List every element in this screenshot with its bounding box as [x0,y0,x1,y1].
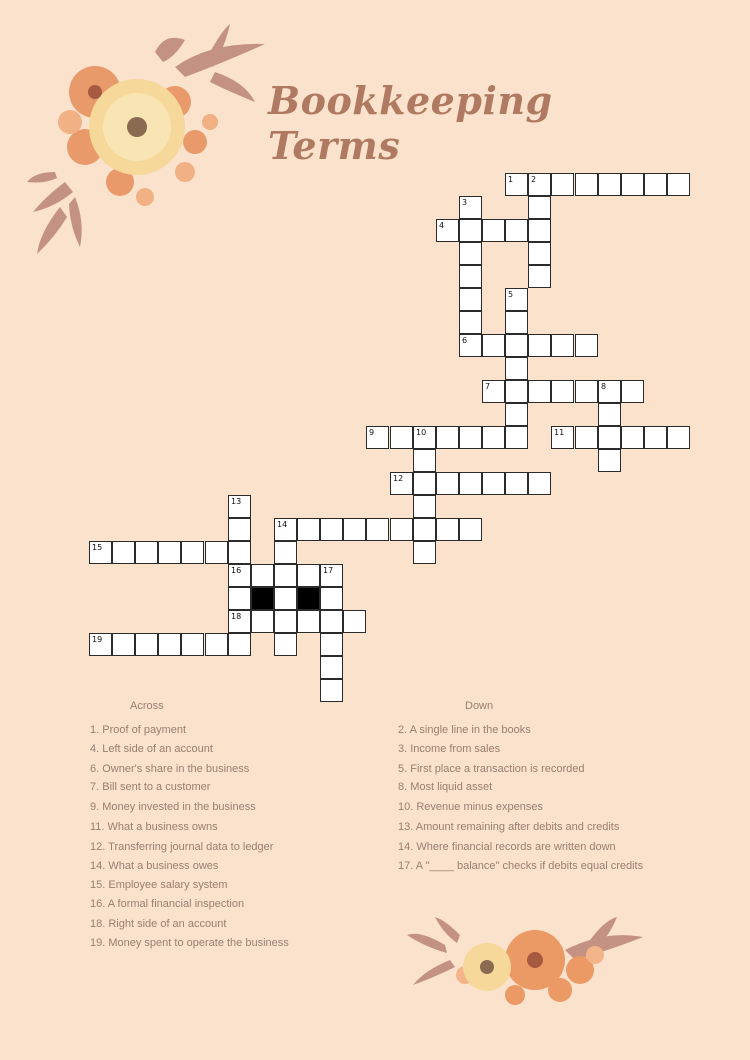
grid-cell[interactable] [621,173,644,196]
grid-cell[interactable] [575,426,598,449]
grid-cell[interactable] [413,518,436,541]
grid-cell[interactable] [575,334,598,357]
grid-cell[interactable] [228,518,251,541]
grid-cell[interactable] [274,518,297,541]
grid-cell[interactable] [598,426,621,449]
grid-cell[interactable] [158,633,181,656]
grid-cell[interactable] [528,242,551,265]
grid-cell[interactable] [343,518,366,541]
down-heading: Down [465,700,494,712]
grid-cell[interactable] [644,426,667,449]
grid-cell[interactable] [598,380,621,403]
grid-cell[interactable] [181,541,204,564]
grid-cell[interactable] [482,472,505,495]
grid-cell[interactable] [667,173,690,196]
grid-cell[interactable] [274,610,297,633]
down-clue: 3. Income from sales [398,743,501,755]
grid-cell[interactable] [112,633,135,656]
grid-cell[interactable] [297,610,320,633]
grid-cell[interactable] [459,288,482,311]
grid-cell[interactable] [228,587,251,610]
cell-number: 2 [531,175,537,184]
grid-cell[interactable] [482,426,505,449]
across-clue: 16. A formal financial inspection [90,898,245,910]
across-clue: 9. Money invested in the business [90,801,256,813]
grid-cell[interactable] [505,380,528,403]
grid-cell[interactable] [112,541,135,564]
grid-cell[interactable] [390,518,413,541]
cell-number: 15 [92,543,103,552]
down-clue: 5. First place a transaction is recorded [398,763,585,775]
grid-cell[interactable] [459,472,482,495]
grid-cell[interactable] [459,242,482,265]
cell-number: 18 [231,612,242,621]
cell-number: 4 [439,221,445,230]
grid-cell[interactable] [320,633,343,656]
across-clue: 14. What a business owes [90,860,219,872]
grid-cell[interactable] [320,679,343,702]
grid-cell[interactable] [528,472,551,495]
down-clue: 8. Most liquid asset [398,781,493,793]
grid-cell[interactable] [251,610,274,633]
grid-cell[interactable] [459,219,482,242]
grid-cell[interactable] [320,564,343,587]
across-clue: 19. Money spent to operate the business [90,937,289,949]
grid-cell[interactable] [297,518,320,541]
grid-cell[interactable] [390,426,413,449]
cell-number: 3 [462,198,468,207]
across-clue: 11. What a business owns [90,821,218,833]
cell-number: 17 [323,566,334,575]
grid-cell[interactable] [274,541,297,564]
grid-block [297,587,320,610]
grid-cell[interactable] [505,311,528,334]
grid-cell[interactable] [228,610,251,633]
grid-cell[interactable] [551,334,574,357]
cell-number: 14 [277,520,288,529]
grid-cell[interactable] [251,564,274,587]
grid-cell[interactable] [158,541,181,564]
grid-cell[interactable] [528,219,551,242]
grid-cell[interactable] [274,587,297,610]
grid-cell[interactable] [135,541,158,564]
grid-cell[interactable] [343,610,366,633]
grid-cell[interactable] [528,173,551,196]
grid-cell[interactable] [551,426,574,449]
across-clue: 4. Left side of an account [90,743,213,755]
grid-cell[interactable] [366,426,389,449]
grid-cell[interactable] [505,403,528,426]
grid-cell[interactable] [228,495,251,518]
grid-cell[interactable] [274,633,297,656]
across-clue: 12. Transferring journal data to ledger [90,841,274,853]
grid-cell[interactable] [667,426,690,449]
down-clue: 17. A "____ balance" checks if debits equal credits [398,860,644,872]
down-clue: 13. Amount remaining after debits and credits [398,821,620,833]
grid-cell[interactable] [482,380,505,403]
grid-cell[interactable] [181,633,204,656]
grid-cell[interactable] [575,380,598,403]
cell-number: 6 [462,336,468,345]
grid-cell[interactable] [297,564,320,587]
cell-number: 5 [508,290,514,299]
grid-cell[interactable] [598,173,621,196]
down-clue: 14. Where financial records are written down [398,841,616,853]
across-clue: 15. Employee salary system [90,879,228,891]
grid-cell[interactable] [528,380,551,403]
grid-cell[interactable] [621,380,644,403]
grid-cell[interactable] [505,288,528,311]
cell-number: 9 [369,428,375,437]
grid-cell[interactable] [459,311,482,334]
grid-cell[interactable] [598,449,621,472]
grid-cell[interactable] [274,564,297,587]
grid-cell[interactable] [320,656,343,679]
grid-cell[interactable] [528,334,551,357]
down-clue: 10. Revenue minus expenses [398,801,543,813]
across-heading: Across [130,700,164,712]
grid-cell[interactable] [459,518,482,541]
grid-cell[interactable] [413,426,436,449]
cell-number: 13 [231,497,242,506]
grid-cell[interactable] [644,173,667,196]
cell-number: 19 [92,635,103,644]
across-clue: 1. Proof of payment [90,724,187,736]
grid-cell[interactable] [320,610,343,633]
cell-number: 1 [508,175,514,184]
grid-cell[interactable] [575,173,598,196]
grid-cell[interactable] [505,219,528,242]
grid-cell[interactable] [228,633,251,656]
grid-cell[interactable] [413,449,436,472]
page-title: Bookkeeping Terms [268,78,553,168]
cell-number: 8 [601,382,607,391]
grid-cell[interactable] [482,219,505,242]
grid-cell[interactable] [551,380,574,403]
grid-cell[interactable] [205,541,228,564]
across-clue: 7. Bill sent to a customer [90,781,211,793]
cell-number: 12 [393,474,404,483]
cell-number: 16 [231,566,242,575]
grid-cell[interactable] [135,633,158,656]
grid-cell[interactable] [459,426,482,449]
floral-decoration-bottom-icon [405,915,650,1010]
grid-cell[interactable] [551,173,574,196]
grid-cell[interactable] [505,334,528,357]
grid-cell[interactable] [505,472,528,495]
grid-cell[interactable] [459,265,482,288]
across-clue: 18. Right side of an account [90,918,227,930]
grid-cell[interactable] [320,587,343,610]
grid-cell[interactable] [598,403,621,426]
grid-cell[interactable] [505,426,528,449]
grid-cell[interactable] [482,334,505,357]
grid-cell[interactable] [390,472,413,495]
grid-cell[interactable] [505,357,528,380]
grid-cell[interactable] [366,518,389,541]
grid-cell[interactable] [436,426,459,449]
grid-cell[interactable] [413,495,436,518]
grid-cell[interactable] [413,541,436,564]
grid-cell[interactable] [320,518,343,541]
grid-cell[interactable] [89,633,112,656]
grid-cell[interactable] [505,173,528,196]
grid-block [251,587,274,610]
cell-number: 10 [416,428,427,437]
grid-cell[interactable] [228,564,251,587]
grid-cell[interactable] [459,334,482,357]
grid-cell[interactable] [528,265,551,288]
grid-cell[interactable] [436,472,459,495]
grid-cell[interactable] [459,196,482,219]
grid-cell[interactable] [528,196,551,219]
grid-cell[interactable] [413,472,436,495]
grid-cell[interactable] [228,541,251,564]
cell-number: 7 [485,382,491,391]
grid-cell[interactable] [205,633,228,656]
grid-cell[interactable] [436,518,459,541]
grid-cell[interactable] [621,426,644,449]
grid-cell[interactable] [436,219,459,242]
down-clue: 2. A single line in the books [398,724,531,736]
grid-cell[interactable] [89,541,112,564]
across-clue: 6. Owner's share in the business [90,763,250,775]
cell-number: 11 [554,428,565,437]
